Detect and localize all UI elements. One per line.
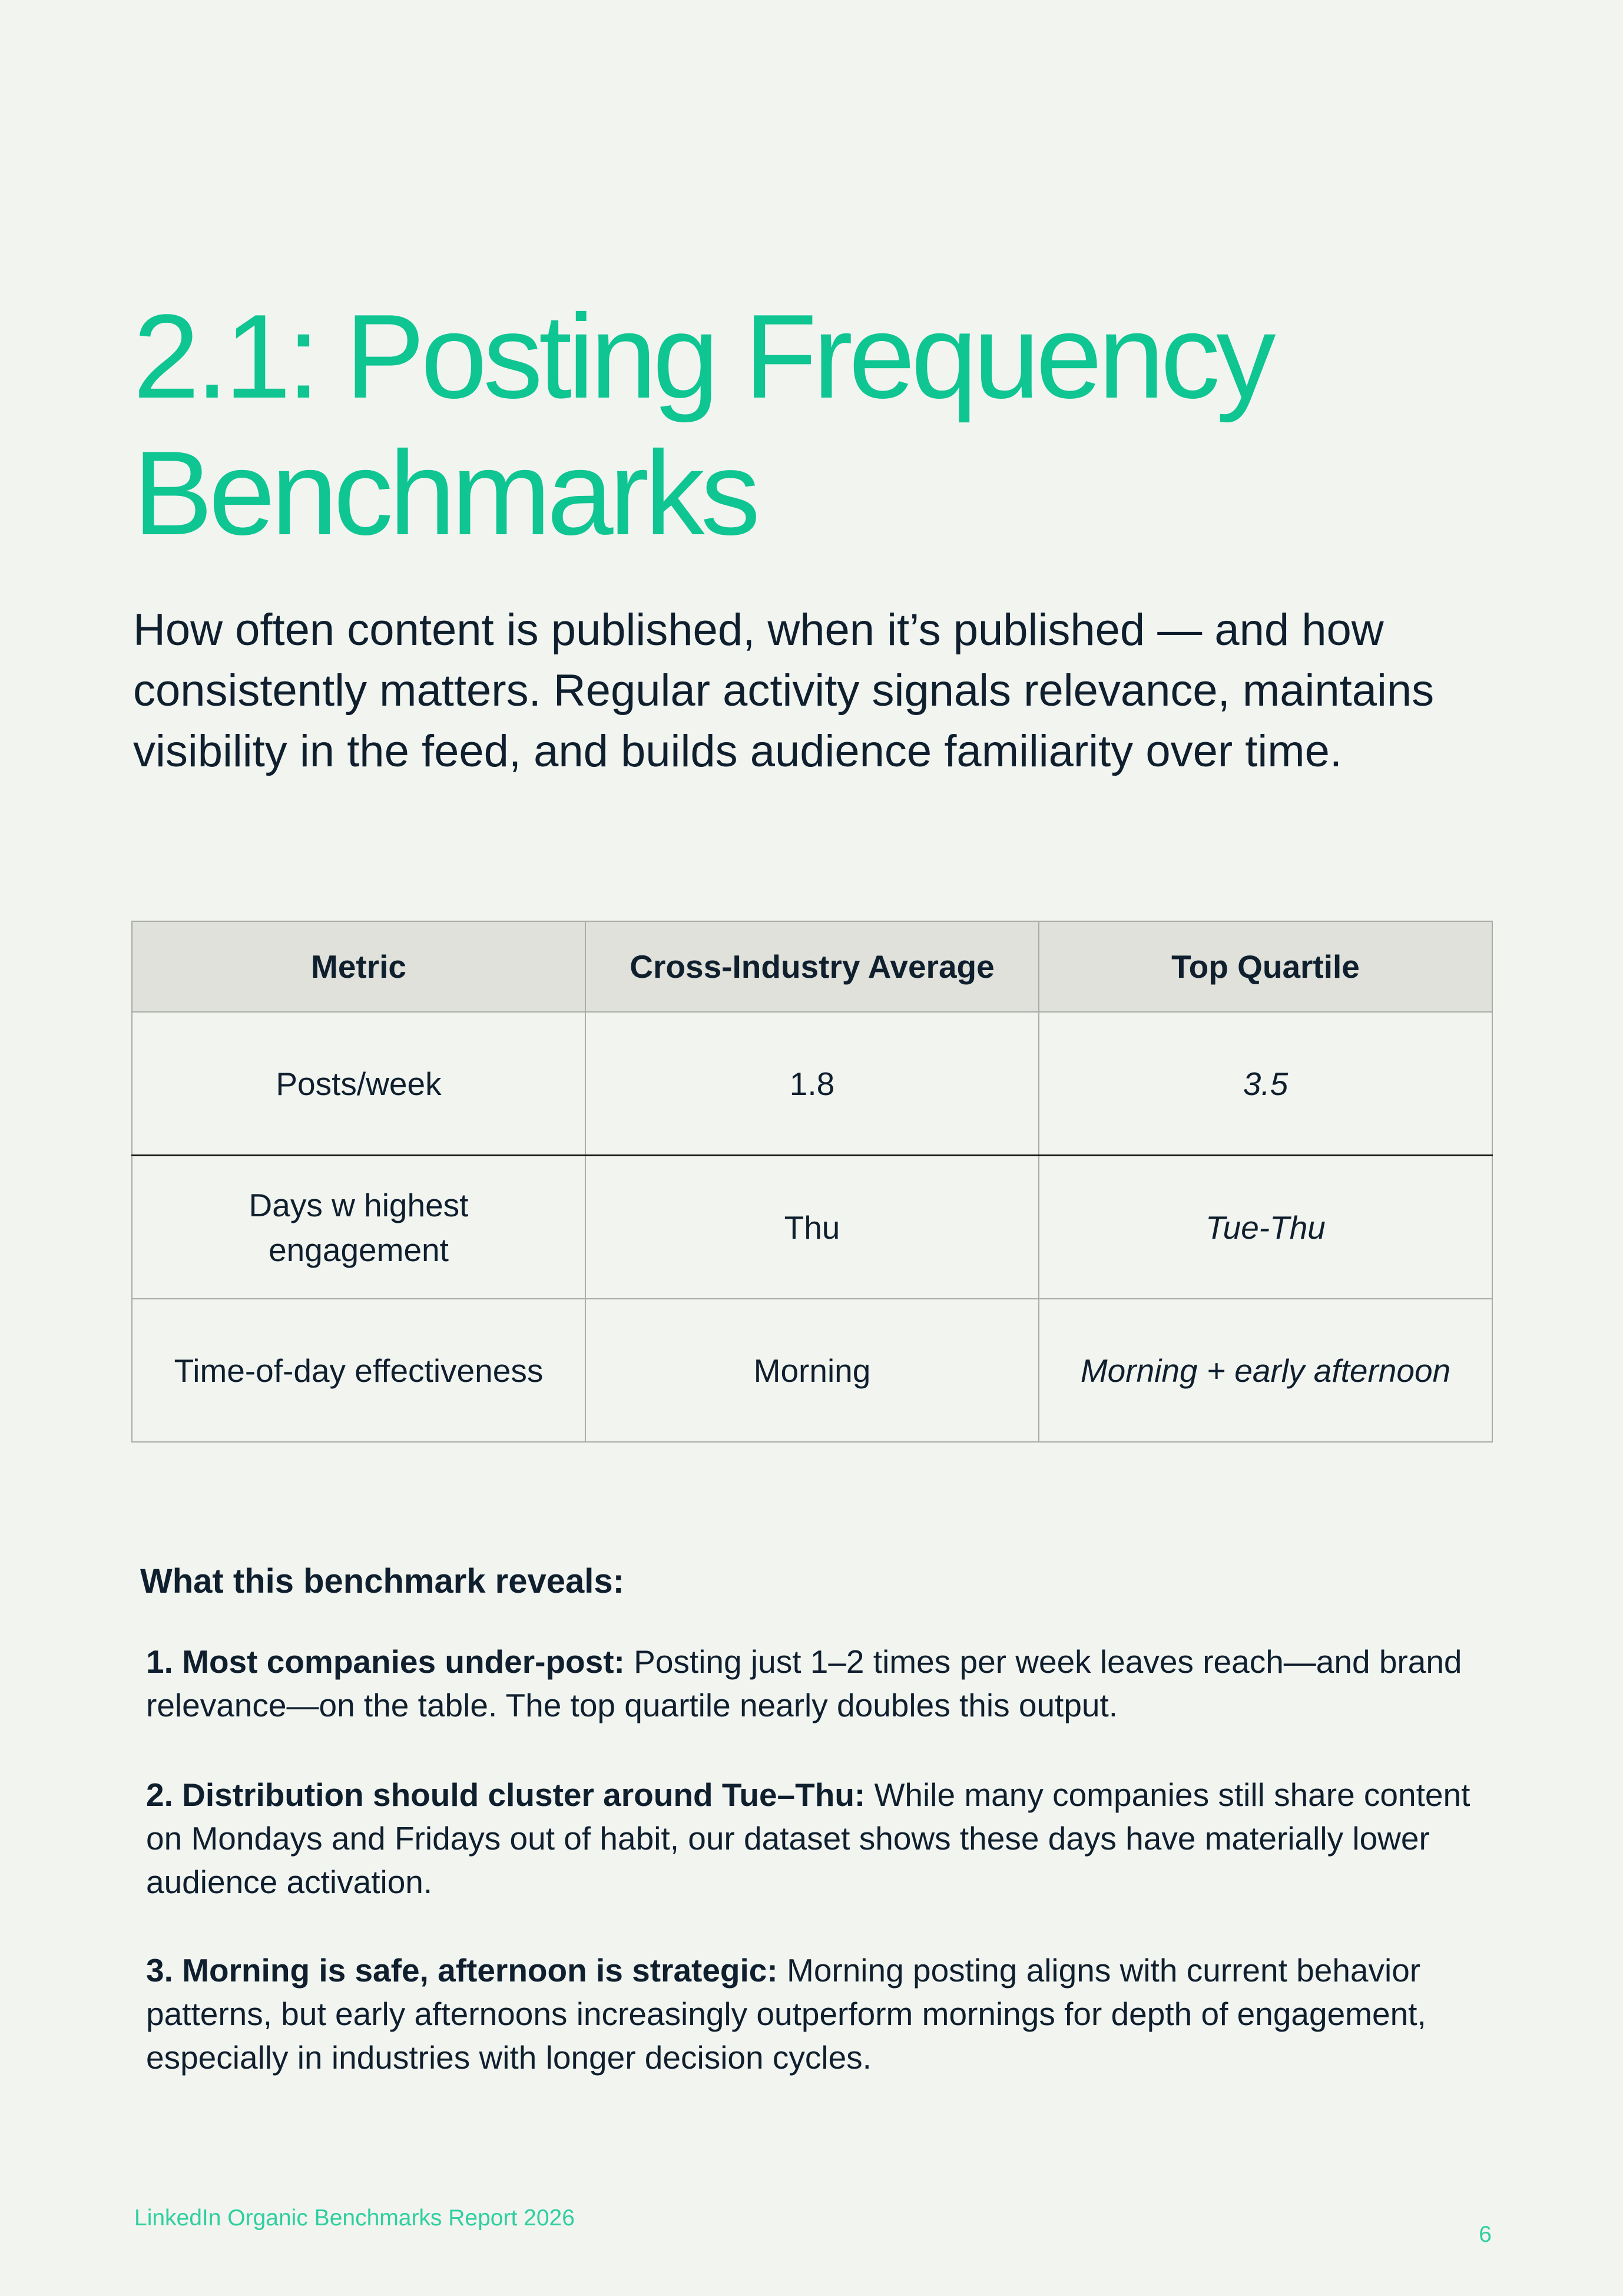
page-title [133, 289, 1488, 562]
table-header-row [132, 921, 1492, 1012]
footer-report-title: LinkedIn Organic Benchmarks Report 2026 [134, 2205, 575, 2231]
average-cell: Thu [585, 1156, 1039, 1299]
metric-cell: Days w highest engagement [132, 1156, 585, 1299]
top-quartile-cell: Tue-Thu [1039, 1156, 1492, 1299]
table-row [132, 1299, 1492, 1442]
insight-label: 2. Distribution should cluster around Tue–Thu: [146, 1776, 866, 1813]
benchmark-table [131, 921, 1493, 1443]
page-title-line-2: Benchmarks [133, 426, 757, 560]
header-metric: Metric [132, 921, 585, 1012]
insight-text: Morning posting aligns with current behavior patterns, but early afternoons increasingly outperform mornings for depth of engagement, especially in industries with longer decision cycles. [146, 1952, 1426, 2076]
insight-item [146, 1948, 1501, 2079]
insight-item [146, 1640, 1501, 1727]
insight-text: Posting just 1–2 times per week leaves reach—and brand relevance—on the table. The top quartile nearly doubles this output. [146, 1643, 1462, 1723]
intro-paragraph: How often content is published, when it’s published — and how consistently matters. Regular activity signals relevance, maintains visibility in the feed, and builds audience familiarity over time. [133, 605, 1435, 776]
top-quartile-cell: Morning + early afternoon [1039, 1299, 1492, 1442]
metric-cell: Posts/week [132, 1012, 585, 1156]
insight-label: 1. Most companies under-post: [146, 1643, 625, 1680]
table-row [132, 1156, 1492, 1299]
average-cell: Morning [585, 1299, 1039, 1442]
insight-item [146, 1773, 1501, 1904]
header-cross-industry-average: Cross-Industry Average [585, 921, 1039, 1012]
page-title-line-1: 2.1: Posting Frequency [133, 290, 1272, 424]
top-quartile-cell: 3.5 [1039, 1012, 1492, 1156]
insight-label: 3. Morning is safe, afternoon is strategic: [146, 1952, 778, 1989]
page-number: 6 [1479, 2222, 1492, 2247]
average-cell: 1.8 [585, 1012, 1039, 1156]
reveals-heading: What this benchmark reveals: [140, 1562, 624, 1600]
insight-text: While many companies still share content on Mondays and Fridays out of habit, our dataset shows these days have materially lower audience activation. [146, 1776, 1470, 1900]
table-row [132, 1012, 1492, 1156]
header-top-quartile: Top Quartile [1039, 921, 1492, 1012]
metric-cell: Time-of-day effectiveness [132, 1299, 585, 1442]
